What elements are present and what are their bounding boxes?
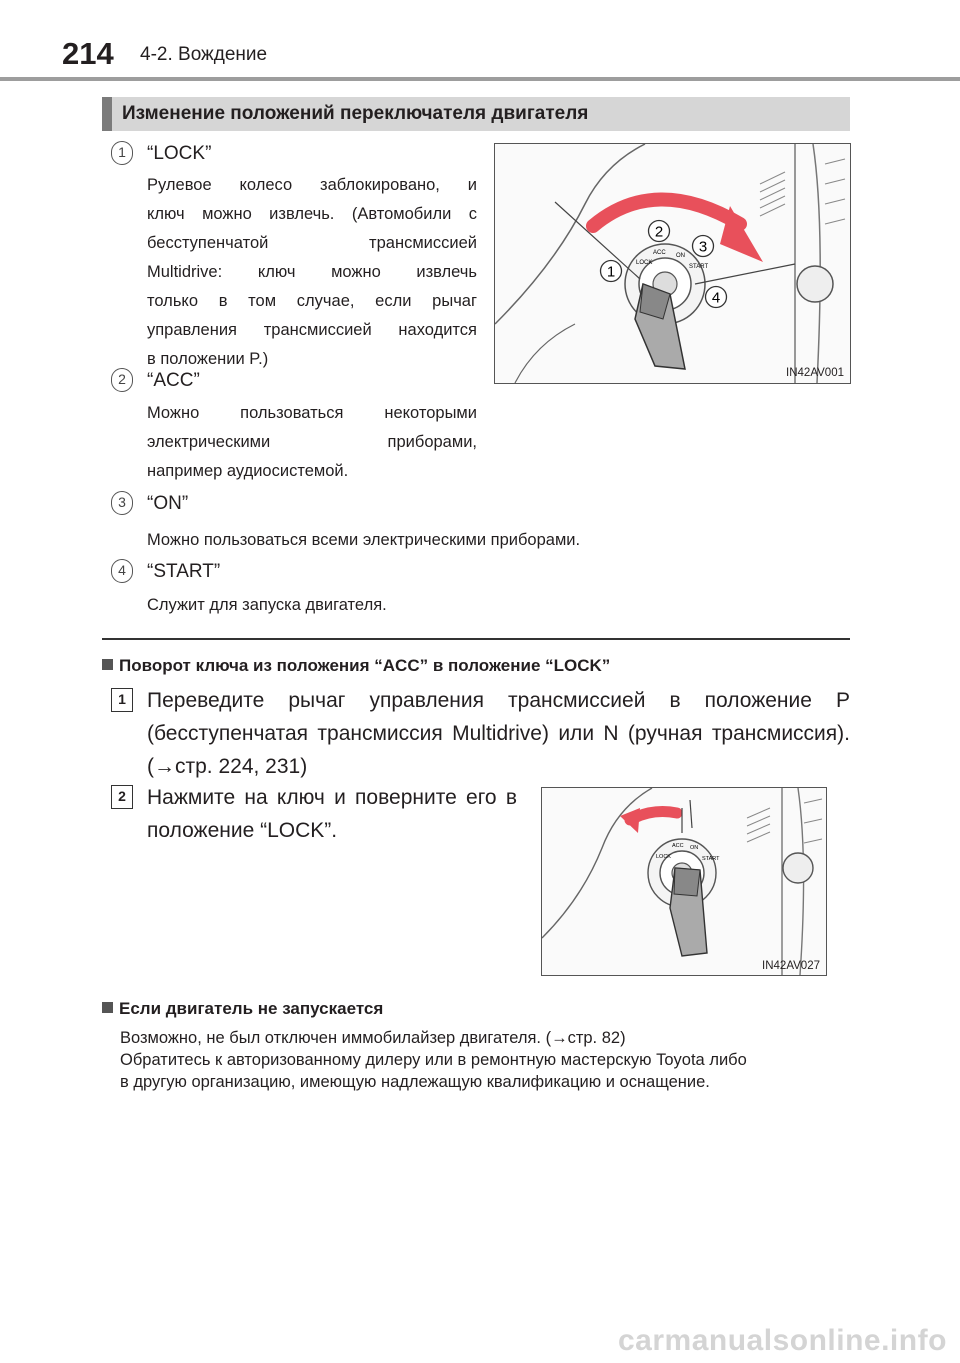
step-text: Переведите рычаг управления трансмиссией в положение P (бесступенчатая трансмиссия Multidrive) или N (ручная трансмиссия). (→стр. 224, 231) xyxy=(147,689,850,778)
callout-2: 2 xyxy=(654,223,664,241)
page-number: 214 xyxy=(62,36,114,71)
section-title: Изменение положений переключателя двигателя xyxy=(122,103,589,124)
position-number: 1 xyxy=(111,141,133,165)
rotation-arrow xyxy=(593,199,740,226)
callout-1: 1 xyxy=(606,263,616,281)
subsection-heading: Поворот ключа из положения “ACC” в положение “LOCK” xyxy=(102,656,610,676)
chapter-title: 4-2. Вождение xyxy=(140,44,268,65)
callout-4: 4 xyxy=(711,289,721,307)
lock-mark: LOCK xyxy=(636,260,653,266)
position-title: “LOCK” xyxy=(147,143,212,164)
bullet-square-icon xyxy=(102,1002,113,1013)
position-title: “ON” xyxy=(147,493,189,514)
figure-code: IN42AV027 xyxy=(762,960,820,972)
acc-mark: ACC xyxy=(653,250,666,256)
position-number: 4 xyxy=(111,559,133,583)
position-number: 3 xyxy=(111,491,133,515)
step-number: 1 xyxy=(111,688,133,712)
start-mark: START xyxy=(689,264,709,270)
on-mark: ON xyxy=(690,845,699,851)
section-divider xyxy=(102,638,850,640)
ignition-figure-2 xyxy=(541,787,827,976)
callout-3: 3 xyxy=(698,238,708,256)
position-title: “ACC” xyxy=(147,370,200,391)
lock-mark: LOCK xyxy=(656,854,671,860)
position-description: Служит для запуска двигателя. xyxy=(147,596,387,614)
position-number: 2 xyxy=(111,368,133,392)
position-description: Можно пользоваться всеми электрическими приборами. xyxy=(147,531,581,549)
on-mark: ON xyxy=(676,253,685,259)
position-title: “START” xyxy=(147,561,221,582)
start-mark: START xyxy=(702,856,720,862)
position-description: Рулевое колесо заблокировано, и ключ можно извлечь. (Автомобили с бесступенчатой трансмиссией Multidrive: ключ можно извлечь только в том случае, если рычаг управления трансмиссией находится в положении P.) xyxy=(147,176,477,368)
header-rule xyxy=(0,77,960,81)
note-heading: Если двигатель не запускается xyxy=(102,999,383,1019)
note-text: Возможно, не был отключен иммобилайзер двигателя. (→стр. 82) Обратитесь к авторизованному дилеру или в ремонтную мастерскую Toyota либо в другую организацию, имеющую надлежащую квалификацию и оснащение. xyxy=(120,1029,747,1091)
position-description: Можно пользоваться некоторыми электрическими приборами, например аудиосистемой. xyxy=(147,404,477,480)
watermark: carmanualsonline.info xyxy=(618,1324,947,1357)
acc-mark: ACC xyxy=(672,843,684,849)
ignition-figure-1 xyxy=(494,143,851,384)
step-text: Нажмите на ключ и поверните его в положение “LOCK”. xyxy=(147,786,517,842)
bullet-square-icon xyxy=(102,659,113,670)
ignition-illustration xyxy=(542,788,826,975)
figure-code: IN42AV001 xyxy=(786,367,844,379)
ignition-illustration xyxy=(495,144,850,383)
step-number: 2 xyxy=(111,785,133,809)
